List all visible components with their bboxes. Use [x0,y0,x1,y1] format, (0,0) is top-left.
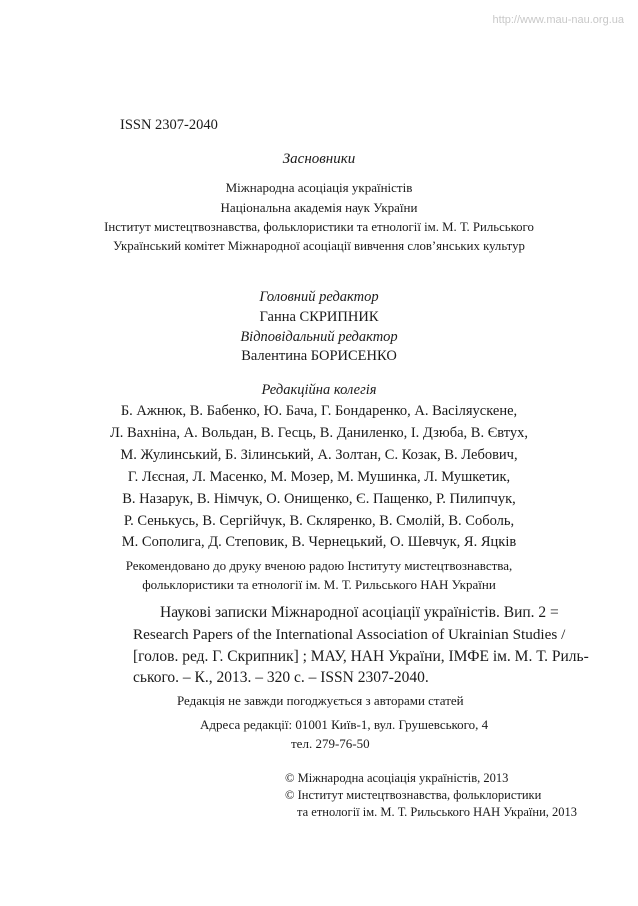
chief-editor-title: Головний редактор [259,289,379,305]
editorial-notice: Редакція не завжди погоджується з авторами статей [177,693,464,708]
recommendation-line: Рекомендовано до друку вченою радою Інституту мистецтвознавства, [125,558,513,573]
issn-label: ISSN 2307-2040 [120,117,218,133]
board-line: М. Жулинський, Б. Зілинський, А. Золтан, С. Козак, В. Лебович, [120,447,518,463]
copyright-line: © Міжнародна асоціація україністів, 2013 [285,771,509,785]
board-title: Редакційна колегія [261,382,377,398]
founders-title: Засновники [282,151,356,167]
annotation-line: ського. – К., 2013. – 320 с. – ISSN 2307-2040. [133,669,429,686]
recommendation-line: фольклористики та етнології ім. М. Т. Рильського НАН України [142,577,496,592]
copyright-line: © Інститут мистецтвознавства, фольклористики [285,788,542,802]
responsible-editor-name: Валентина БОРИСЕНКО [241,348,397,364]
annotation-line: Research Papers of the International Association of Ukrainian Studies / [133,626,566,643]
founder-item: Інститут мистецтвознавства, фольклористики та етнології ім. М. Т. Рильського [104,220,534,234]
copyright-line: та етнології ім. М. Т. Рильського НАН України, 2013 [297,805,578,819]
annotation-line: Наукові записки Міжнародної асоціації україністів. Вип. 2 = [160,604,559,621]
annotation-line: [голов. ред. Г. Скрипник] ; МАУ, НАН України, ІМФЕ ім. М. Т. Риль- [133,648,589,665]
founder-item: Національна академія наук України [220,200,418,215]
address-line: Адреса редакції: 01001 Київ-1, вул. Грушевського, 4 [200,717,489,732]
responsible-editor-title: Відповідальний редактор [240,329,398,345]
phone-line: тел. 279-76-50 [291,736,370,751]
site-url[interactable]: http://www.mau-nau.org.ua [492,14,624,26]
chief-editor-name: Ганна СКРИПНИК [259,309,379,325]
board-line: Л. Вахніна, А. Вольдан, В. Гесць, В. Даниленко, І. Дзюба, В. Євтух, [109,425,529,441]
board-line: М. Сополига, Д. Степовик, В. Чернецький, О. Шевчук, Я. Яцків [121,534,517,550]
board-line: Р. Сенькусь, В. Сергійчук, В. Скляренко, В. Смолій, В. Соболь, [123,513,515,529]
founder-item: Український комітет Міжнародної асоціації вивчення слов’янських культур [113,239,525,253]
board-line: Б. Ажнюк, В. Бабенко, Ю. Бача, Г. Бондаренко, А. Васіляускене, [120,403,518,419]
board-line: Г. Лєсная, Л. Масенко, М. Мозер, М. Мушинка, Л. Мушкетик, [127,469,511,485]
founder-item: Міжнародна асоціація україністів [225,180,413,195]
board-line: В. Назарук, В. Німчук, О. Онищенко, Є. Пащенко, Р. Пилипчук, [122,491,516,507]
